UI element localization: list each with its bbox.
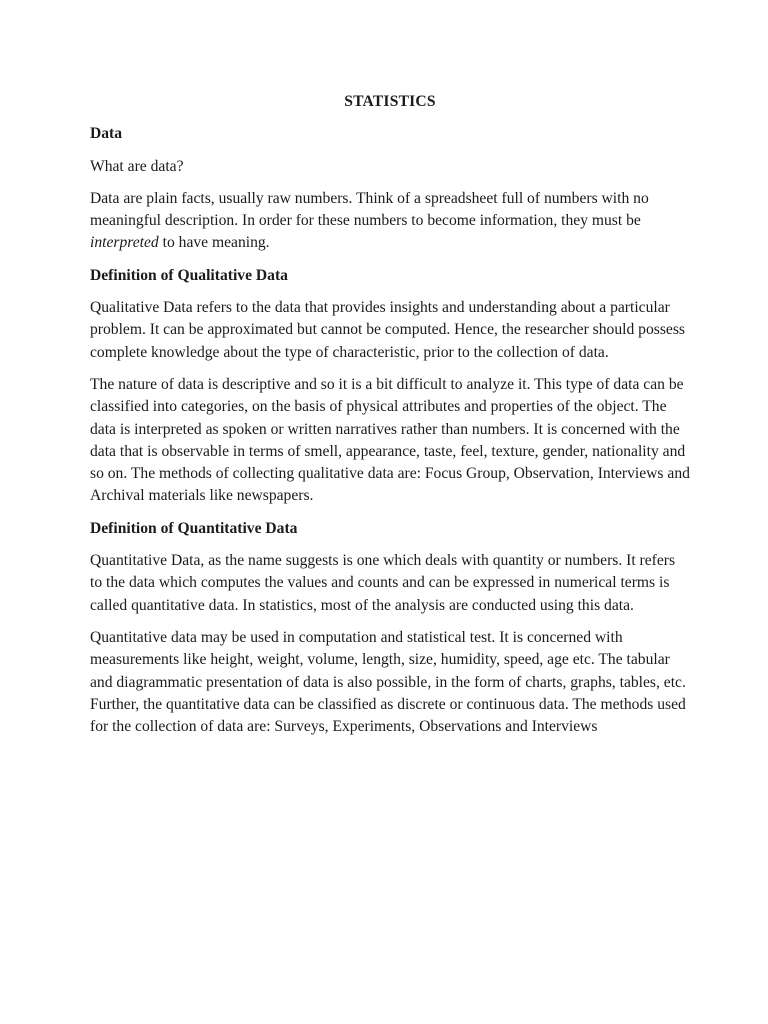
section-heading-data: Data xyxy=(90,125,123,143)
section-heading-qualitative: Definition of Qualitative Data xyxy=(90,266,288,284)
quantitative-paragraph-1: Quantitative Data, as the name suggests is one which deals with quantity or numbers. It refers to the data which computes the values and counts and can be expressed in numerical terms is called quantitative data. In statistics, most of the analysis are conducted using this data. xyxy=(90,552,676,614)
qualitative-paragraph-2: The nature of data is descriptive and so it is a bit difficult to analyze it. This type of data can be classified into categories, on the basis of physical attributes and properties of the object. The data is interpreted as spoken or written narratives rather than numbers. It is concerned with the data that is observable in terms of smell, appearance, taste, feel, texture, gender, nationality and so on. The methods of collecting qualitative data are: Focus Group, Observation, Interviews and Archival materials like newspapers. xyxy=(90,375,690,505)
data-definition-text-end: to have meaning. xyxy=(158,234,270,252)
data-definition-paragraph xyxy=(90,188,710,255)
data-question: What are data? xyxy=(90,157,184,175)
document-page xyxy=(90,91,690,748)
document-title: STATISTICS xyxy=(344,93,436,110)
interpreted-emphasis: interpreted xyxy=(90,234,159,252)
quantitative-paragraph-2: Quantitative data may be used in computation and statistical test. It is concerned with measurements like height, weight, volume, length, size, humidity, speed, age etc. The tabular and diagrammatic presentation of data is also possible, in the form of charts, graphs, tables, etc. Further, the quantitative data can be classified as discrete or continuous data. The methods used for the collection of data are: Surveys, Experiments, Observations and Interviews xyxy=(90,628,686,736)
qualitative-paragraph-1: Qualitative Data refers to the data that provides insights and understanding about a particular problem. It can be approximated but cannot be computed. Hence, the researcher should possess complete knowledge about the type of characteristic, prior to the collection of data. xyxy=(90,299,685,361)
section-heading-quantitative: Definition of Quantitative Data xyxy=(90,519,298,537)
data-definition-text-start: Data are plain facts, usually raw numbers. Think of a spreadsheet full of numbers with no meaningful description. In order for these numbers to become information, they must be xyxy=(90,189,649,230)
